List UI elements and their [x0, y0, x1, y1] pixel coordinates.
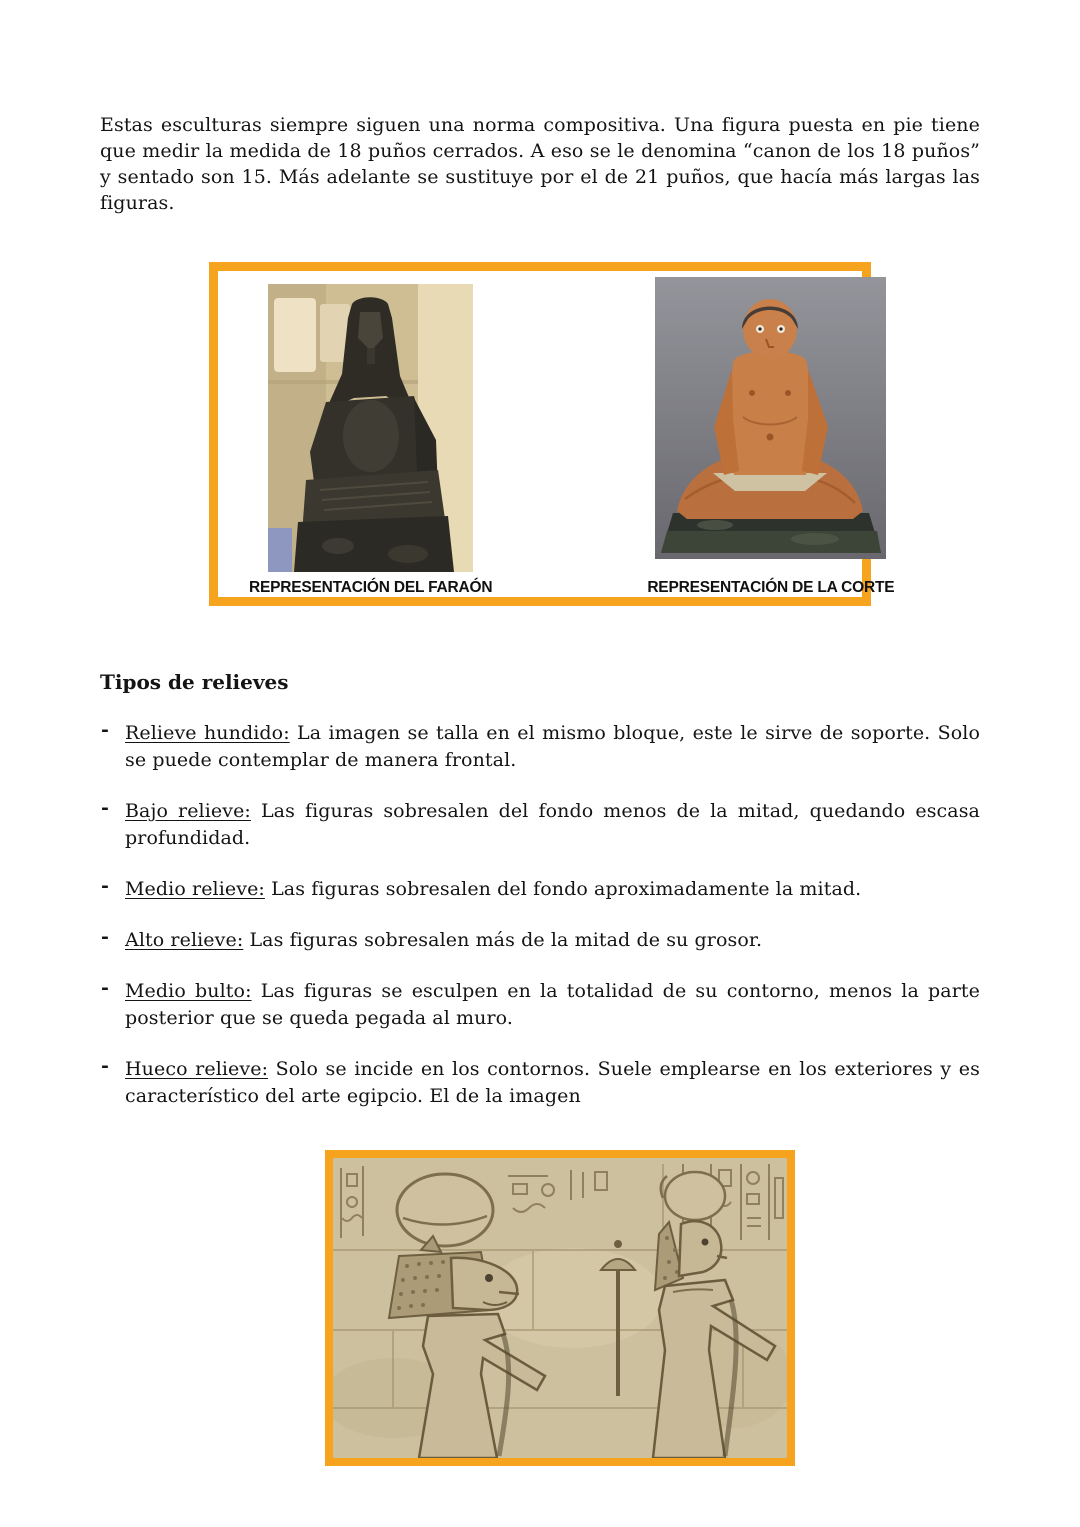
relief-term: Medio bulto:	[125, 980, 252, 1002]
list-item-medio-bulto	[100, 978, 980, 1032]
relief-term: Alto relieve:	[125, 929, 244, 951]
relief-term: Relieve hundido:	[125, 722, 290, 744]
scribe-statue-photo	[655, 277, 886, 559]
relief-description: Las figuras se esculpen en la totalidad de su contorno, menos la parte posterior que se queda pegada al muro.	[125, 980, 980, 1029]
statues-figure-frame	[209, 262, 895, 606]
pharaoh-figure	[249, 284, 492, 597]
pharaoh-caption: REPRESENTACIÓN DEL FARAÓN	[249, 579, 493, 596]
relief-term: Hueco relieve:	[125, 1058, 269, 1080]
relief-types-list	[100, 720, 980, 1110]
relief-description: Las figuras sobresalen del fondo aproximadamente la mitad.	[271, 878, 862, 900]
relief-description: Solo se incide en los contornos. Suele emplearse en los exteriores y es característico del arte egipcio. El de la imagen	[125, 1058, 980, 1107]
scribe-figure	[647, 277, 894, 597]
pharaoh-statue-photo	[268, 284, 473, 572]
hueco-relieve-photo	[333, 1158, 787, 1458]
list-item-hueco-relieve	[100, 1056, 980, 1110]
corte-caption: REPRESENTACIÓN DE LA CORTE	[647, 579, 895, 596]
relief-description: La imagen se talla en el mismo bloque, este le sirve de soporte. Solo se puede contemplar de manera frontal.	[125, 722, 980, 771]
list-item-relieve-hundido	[100, 720, 980, 774]
list-item-alto-relieve	[100, 927, 980, 954]
relief-term: Medio relieve:	[125, 878, 265, 900]
section-heading: Tipos de relieves	[100, 670, 289, 694]
intro-paragraph: Estas esculturas siempre siguen una norma compositiva. Una figura puesta en pie tiene que medir la medida de 18 puños cerrados. A eso se le denomina “canon de los 18 puños” y sentado son 15. Más adelante se sustituye por el de 21 puños, que hacía más largas las figuras.	[100, 114, 980, 214]
relief-description: Las figuras sobresalen del fondo menos de la mitad, quedando escasa profundidad.	[125, 800, 980, 849]
relief-description: Las figuras sobresalen más de la mitad de su grosor.	[249, 929, 763, 951]
list-item-bajo-relieve	[100, 798, 980, 852]
relief-figure-frame	[325, 1150, 795, 1466]
relief-term: Bajo relieve:	[125, 800, 251, 822]
list-item-medio-relieve	[100, 876, 980, 903]
